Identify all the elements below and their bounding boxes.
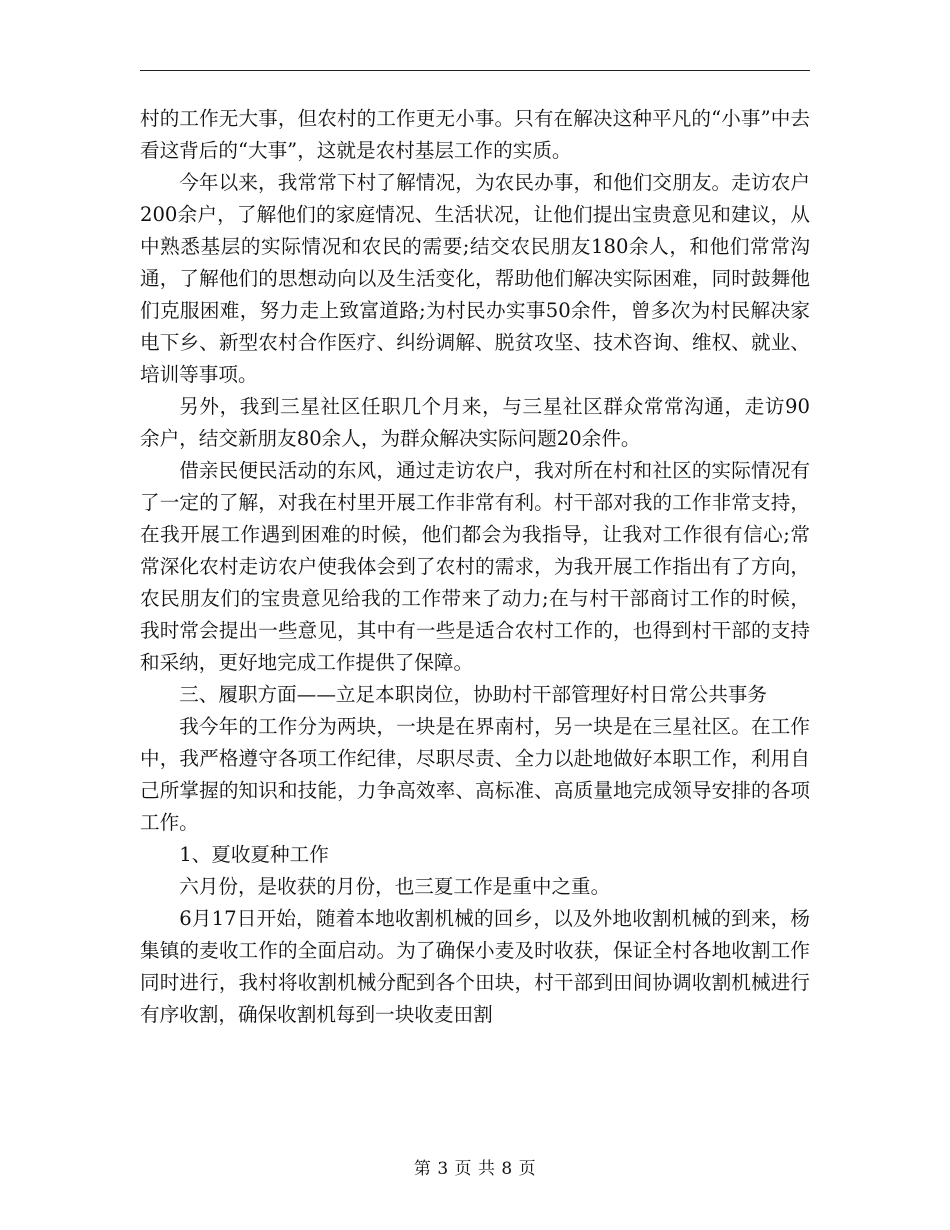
header-rule (140, 70, 810, 71)
subheading-summer-harvest: 1、夏收夏种工作 (179, 843, 329, 866)
paragraph-5: 我今年的工作分为两块，一块是在界南村，另一块是在三星社区。在工作中，我严格遵守各项工作纪律，尽职尽责、全力以赴地做好本职工作，利用自己所掌握的知识和技能，力争高效率、高标准、高质量地完成领导安排的各项工作。 (140, 715, 810, 834)
paragraph-6: 六月份，是收获的月份，也三夏工作是重中之重。 (179, 875, 611, 898)
page-number: 第 3 页 共 8 页 (413, 1159, 537, 1179)
section-heading-duty: 三、履职方面——立足本职岗位，协助村干部管理好村日常公共事务 (179, 683, 767, 706)
paragraph-2: 今年以来，我常常下村了解情况，为农民办事，和他们交朋友。走访农户200余户，了解他们的家庭情况、生活状况，让他们提出宝贵意见和建议，从中熟悉基层的实际情况和农民的需要;结交农民朋友180余人，和他们常常沟通，了解他们的思想动向以及生活变化，帮助他们解决实际困难，同时鼓舞他们克服困难，努力走上致富道路;为村民办实事50余件，曾多次为村民解决家电下乡、新型农村合作医疗、纠纷调解、脱贫攻坚、技术咨询、维权、就业、培训等事项。 (140, 171, 810, 386)
paragraph-7: 6月17日开始，随着本地收割机械的回乡，以及外地收割机械的到来，杨集镇的麦收工作的全面启动。为了确保小麦及时收获，保证全村各地收割工作同时进行，我村将收割机械分配到各个田块，村干部到田间协调收割机械进行有序收割，确保收割机每到一块收麦田割 (140, 907, 810, 1026)
document-body (140, 103, 810, 1031)
paragraph-3: 另外，我到三星社区任职几个月来，与三星社区群众常常沟通，走访90余户，结交新朋友80余人，为群众解决实际问题20余件。 (140, 395, 810, 450)
paragraph-1: 村的工作无大事，但农村的工作更无小事。只有在解决这种平凡的“小事”中去看这背后的“大事”，这就是农村基层工作的实质。 (140, 107, 810, 162)
paragraph-4: 借亲民便民活动的东风，通过走访农户，我对所在村和社区的实际情况有了一定的了解，对我在村里开展工作非常有利。村干部对我的工作非常支持，在我开展工作遇到困难的时候，他们都会为我指导，让我对工作很有信心;常常深化农村走访农户使我体会到了农村的需求，为我开展工作指出有了方向，农民朋友们的宝贵意见给我的工作带来了动力;在与村干部商讨工作的时候，我时常会提出一些意见，其中有一些是适合农村工作的，也得到村干部的支持和采纳，更好地完成工作提供了保障。 (140, 459, 810, 674)
